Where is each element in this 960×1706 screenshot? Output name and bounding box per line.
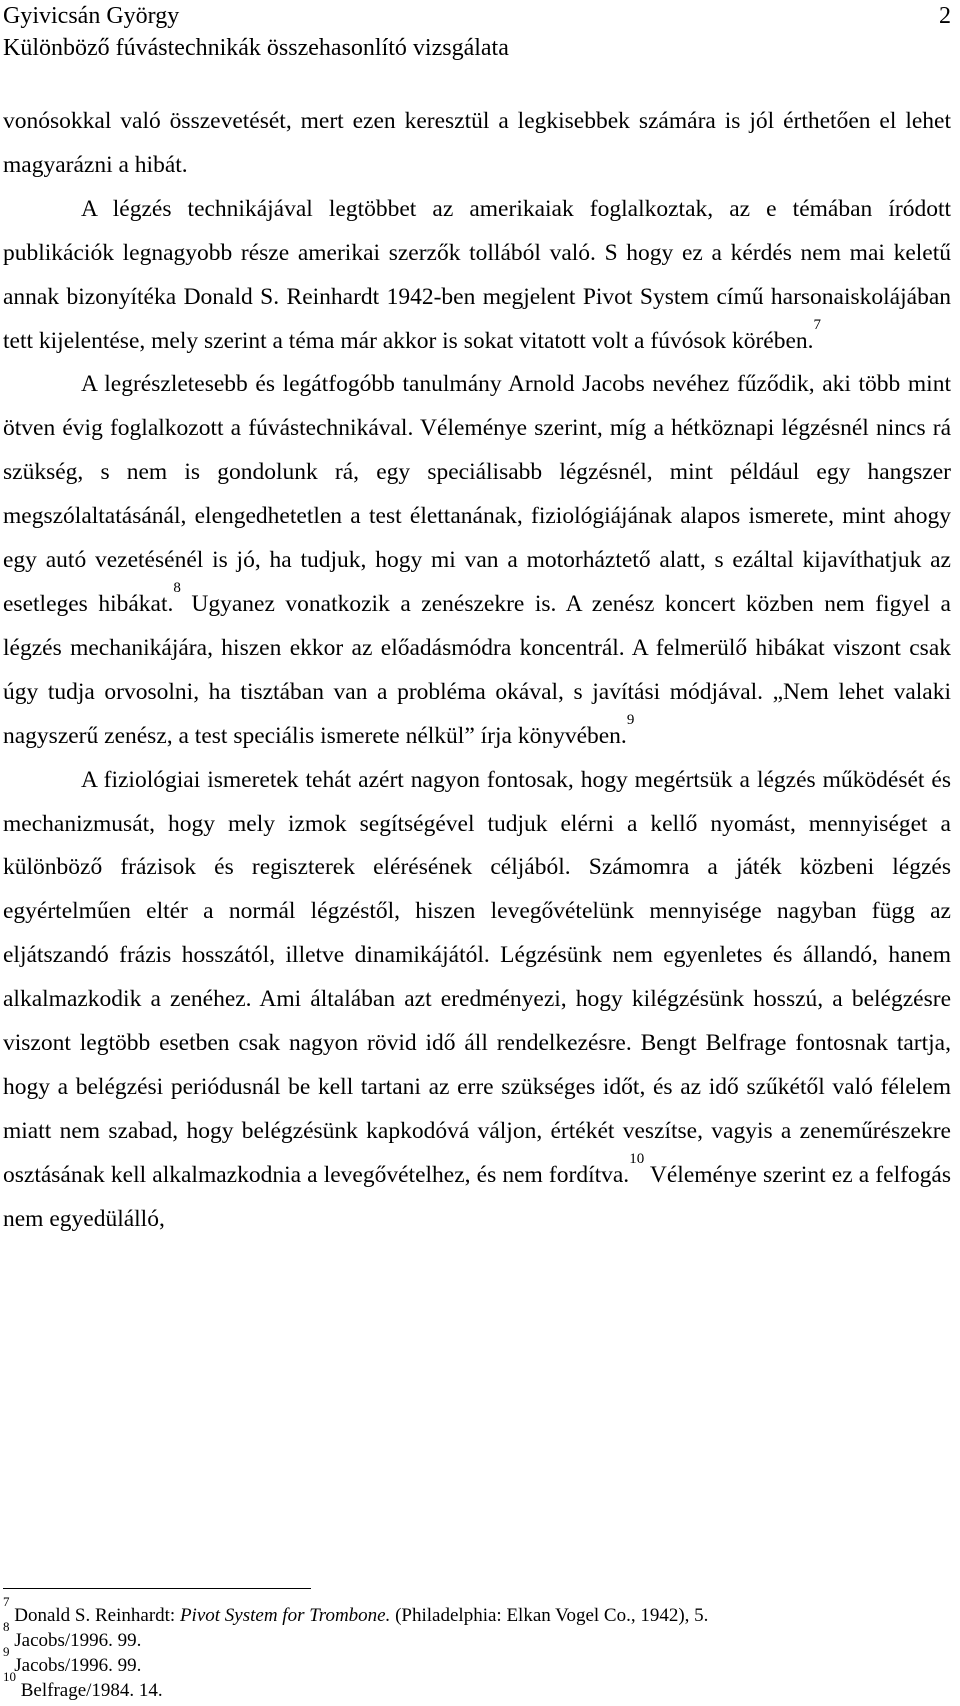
- footnote-number: 8: [3, 1618, 10, 1634]
- footnote-text: Donald S. Reinhardt:: [14, 1605, 180, 1626]
- footnote-number: 7: [3, 1593, 10, 1609]
- paragraph-4: [3, 759, 951, 1242]
- footnote-9: [3, 1643, 951, 1678]
- footnote-8: [3, 1618, 951, 1653]
- footnote-separator: [3, 1588, 311, 1589]
- footnote-ref-10[interactable]: 10: [629, 1150, 645, 1167]
- header-author: Gyivicsán György: [3, 3, 180, 29]
- paragraph-1: [3, 100, 951, 188]
- header-row: [3, 0, 951, 32]
- footnote-text-tail: (Philadelphia: Elkan Vogel Co., 1942), 5.: [390, 1605, 709, 1626]
- footnotes: [3, 1593, 951, 1703]
- footnote-number: 10: [3, 1668, 16, 1684]
- paragraph-4b-text: Véleménye szerint ez a felfogás nem egyedülálló,: [3, 1161, 951, 1232]
- paragraph-2: [3, 188, 951, 364]
- footnote-text: Jacobs/1996. 99.: [14, 1630, 142, 1651]
- paragraph-3a-text: A legrészletesebb és legátfogóbb tanulmány Arnold Jacobs nevéhez fűződik, aki több mint ötven évig foglalkozott a fúvástechnikával. Véleménye szerint, míg a hétköznapi légzésnél nincs rá szükség, s nem is gondolunk rá, egy speciálisabb légzésnél, mint például egy hangszer megszólaltatásánál, elengedhetetlen a test élettanának, fiziológiájának alapos ismerete, mint ahogy egy autó vezetésénél is jó, ha tudjuk, hogy mi van a motorháztető alatt, s ezáltal kijavíthatjuk az esetleges hibákat.: [3, 371, 951, 617]
- paragraph-3: [3, 363, 951, 758]
- paragraph-4a-text: A fiziológiai ismeretek tehát azért nagyon fontosak, hogy megértsük a légzés működését és mechanizmusát, hogy mely izmok segítségével tudjuk elérni a kellő nyomást, mennyiséget a különböző frázisok és regiszterek elérésének céljából. Számomra a játék közbeni légzés egyértelműen eltér a normál légzéstől, hiszen levegővételünk mennyisége nagyban függ az eljátszandó frázis hosszától, illetve dinamikájától. Légzésünk nem egyenletes és állandó, hanem alkalmazkodik a zenéhez. Ami általában azt eredményezi, hogy kilégzésünk hosszú, a belégzésre viszont legtöbb esetben csak nagyon rövid idő áll rendelkezésre. Bengt Belfrage fontosnak tartja, hogy a belégzési periódusnál be kell tartani az erre szükséges időt, és az idő szűkétől való félelem miatt nem szabad, hogy belégzésünk kapkodóvá váljon, értékét veszítse, vagyis a zeneműrészekre osztásának kell alkalmazkodnia a levegővételhez, és nem fordítva.: [3, 766, 951, 1188]
- footnote-text: Jacobs/1996. 99.: [14, 1655, 142, 1676]
- footnote-italic-title: Pivot System for Trombone.: [179, 1605, 391, 1626]
- footnote-10: [3, 1668, 951, 1703]
- paragraph-3b-text: Ugyanez vonatkozik a zenészekre is. A zenész koncert közben nem figyel a légzés mechanikájára, hiszen ekkor az előadásmódra koncentrál. A felmerülő hibákat viszont csak úgy tudja orvosolni, ha tisztában van a probléma okával, s javítási módjával. „Nem lehet valaki nagyszerű zenész, a test speciális ismerete nélkül” írja könyvében.: [3, 590, 951, 749]
- footnote-ref-8[interactable]: 8: [173, 580, 181, 597]
- footnote-7: [3, 1593, 951, 1628]
- header-title: Különböző fúvástechnikák összehasonlító vizsgálata: [3, 35, 509, 61]
- main-text: [3, 100, 951, 1242]
- page-number: 2: [939, 3, 951, 29]
- footnote-text: Belfrage/1984. 14.: [20, 1680, 163, 1701]
- page-header: [3, 0, 951, 64]
- footnote-ref-7[interactable]: 7: [813, 316, 822, 333]
- footnote-ref-9[interactable]: 9: [626, 711, 635, 728]
- paragraph-1-text: vonósokkal való összevetését, mert ezen keresztül a legkisebbek számára is jól érthetően el lehet magyarázni a hibát.: [3, 108, 951, 178]
- paragraph-2-text: A légzés technikájával legtöbbet az amerikaiak foglalkoztak, az e témában íródott publikációk legnagyobb része amerikai szerzők tollából való. S hogy ez a kérdés nem mai keletű annak bizonyítéka Donald S. Reinhardt 1942-ben megjelent Pivot System című harsonaiskolájában tett kijelentése, mely szerint a téma már akkor is sokat vitatott volt a fúvósok körében.: [3, 195, 951, 354]
- footnote-number: 9: [3, 1643, 10, 1659]
